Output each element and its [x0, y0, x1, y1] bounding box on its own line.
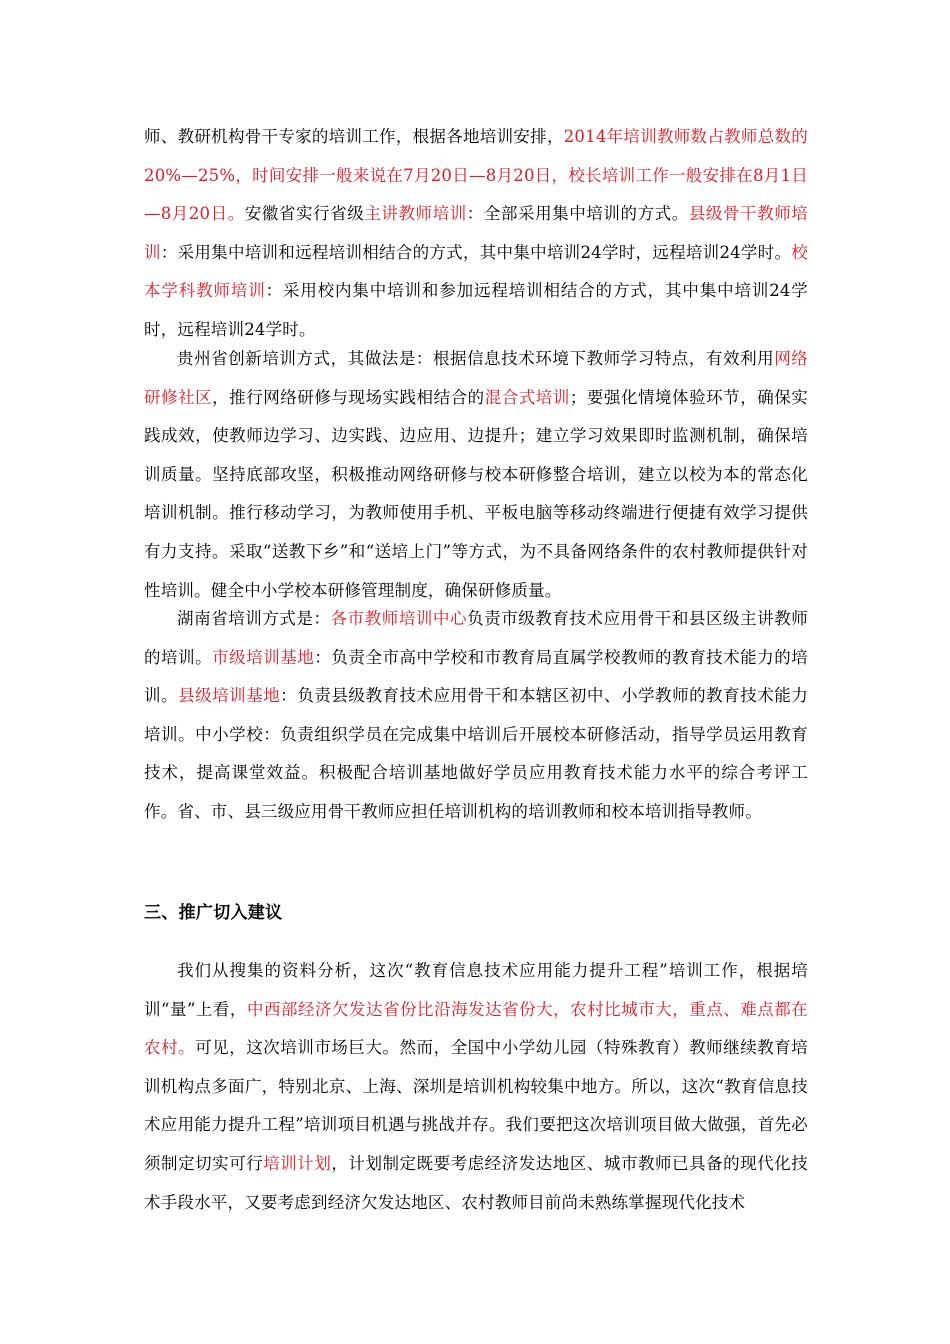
highlighted-text: 混合式培训 [484, 387, 570, 407]
text-run: ：负责县级教育技术应用骨干和本辖区初中、小学教师的教育技术能力培训。中小学校：负责组织学员在完成集中培训后开展校本研修活动，指导学员运用教育技术，提高课堂效益。积极配合培训基地做好学员应用教育技术能力水平的综合考评工作。省、市、县三级应用骨干教师应担任培训机构的培训教师和校本培训指导教师。 [144, 686, 809, 821]
highlighted-text: 网络研修社区 [144, 349, 808, 407]
text-run: 师、教研机构骨干专家的培训工作，根据各地培训安排， [144, 127, 564, 146]
text-run: 我们从搜集的资料分析，这次“教育信息技术应用能力提升工程”培训工作，根据培训“量”上看， [144, 961, 808, 1019]
paragraph-hunan [144, 600, 808, 832]
paragraph-guizhou [144, 340, 808, 610]
highlighted-text: 市级培训基地 [212, 647, 315, 667]
text-run: 负责市级教育技术应用骨干和县区级主讲教师的培训。 [144, 609, 808, 667]
highlighted-text: 中西部经济欠发达省份比沿海发达省份大，农村比城市大，重点、难点都在农村。 [144, 999, 808, 1058]
text-run: ：采用集中培训和远程培训相结合的方式，其中集中培训24学时，远程培训24学时。 [160, 242, 792, 262]
text-run: ：采用校内集中培训和参加远程培训相结合的方式，其中集中培训24学时，远程培训24学时。 [144, 281, 808, 339]
text-run: 安徽省实行省级 [244, 204, 365, 224]
highlighted-text: 校本学科教师培训 [144, 242, 809, 301]
text-run: ：全部采用集中培训的方式。 [466, 204, 689, 224]
text-run: 贵州省创新培训方式，其做法是：根据信息技术环境下教师学习特点，有效利用 [177, 349, 775, 368]
highlighted-text: 各市教师培训中心 [330, 609, 468, 628]
highlighted-text: 县级骨干教师培训 [144, 204, 808, 262]
text-run: 湖南省培训方式是： [177, 609, 331, 628]
paragraph-training-schedule [144, 118, 808, 350]
highlighted-text: 主讲教师培训 [364, 204, 467, 224]
text-run: ：负责全市高中学校和市教育局直属学校教师的教育技术能力的培训。 [144, 647, 808, 706]
highlighted-text: 培训计划 [263, 1153, 332, 1173]
text-run: ，计划制定既要考虑经济发达地区、城市教师已具备的现代化技术手段水平，又要考虑到经济欠发达地区、农村教师目前尚未熟练掌握现代化技术 [144, 1153, 808, 1212]
section-heading: 三、推广切入建议 [144, 903, 283, 923]
highlighted-text: 县级培训基地 [178, 686, 281, 706]
text-run: 可见，这次培训市场巨大。然而，全国中小学幼儿园（特殊教育）教师继续教育培训机构点多面广，特别北京、上海、深圳是培训机构较集中地方。所以，这次“教育信息技术应用能力提升工程”培训项目机遇与挑战并存。我们要把这次培训项目做大做强，首先必须制定切实可行 [144, 1038, 808, 1173]
text-run: ，推行网络研修与现场实践相结合的 [212, 387, 485, 407]
text-run: ；要强化情境体验环节，确保实践成效，使教师边学习、边实践、边应用、边提升；建立学习效果即时监测机制，确保培训质量。坚持底部攻坚，积极推动网络研修与校本研修整合培训，建立以校为本的常态化培训机制。推行移动学习，为教师使用手机、平板电脑等移动终端进行便捷有效学习提供有力支持。采取“送教下乡”和“送培上门”等方式，为不具备网络条件的农村教师提供针对性培训。健全中小学校本研修管理制度，确保研修质量。 [144, 387, 808, 600]
paragraph-promotion-analysis [144, 952, 808, 1222]
highlighted-text: 2014年培训教师数占教师总数的20%—25%，时间安排一般来说在7月20日—8月20日，校长培训工作一般安排在8月1日—8月20日。 [144, 127, 808, 224]
